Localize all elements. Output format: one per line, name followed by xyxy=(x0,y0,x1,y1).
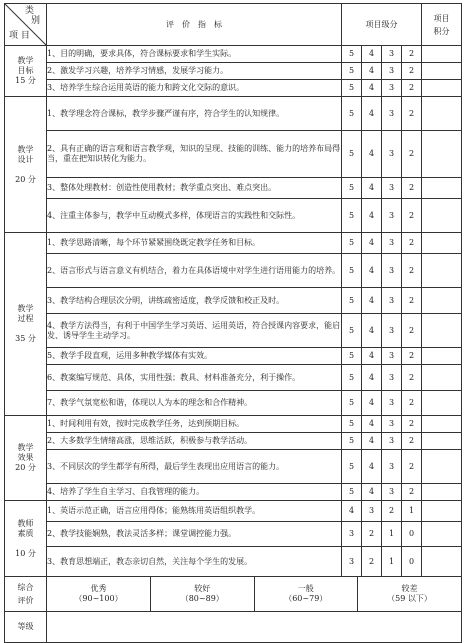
section-category-line: 教学 xyxy=(17,443,34,452)
header-category-label xyxy=(25,6,40,26)
item-score-cell[interactable] xyxy=(422,433,462,450)
score-option[interactable]: 3 xyxy=(382,450,402,484)
section-category-line xyxy=(5,324,46,334)
score-option[interactable]: 2 xyxy=(402,348,422,365)
criteria-row xyxy=(5,233,462,254)
criteria-text: 1、英语示范正确，语言应用得体；能熟练用英语组织教学。 xyxy=(47,501,342,522)
grade-range: （90~100） xyxy=(74,594,123,603)
section-category-cell xyxy=(5,501,47,577)
score-option[interactable]: 3 xyxy=(382,46,402,63)
score-option[interactable]: 4 xyxy=(342,501,362,522)
grade-name: 一般 xyxy=(297,584,314,593)
summary-label-line: 综合 xyxy=(17,583,34,592)
score-option[interactable]: 3 xyxy=(342,547,362,577)
score-option[interactable]: 2 xyxy=(402,433,422,450)
item-score-cell[interactable] xyxy=(422,254,462,288)
grade-option[interactable] xyxy=(151,577,255,611)
section-category-line: 过程 xyxy=(17,314,34,323)
score-option[interactable]: 2 xyxy=(402,314,422,348)
score-option[interactable]: 3 xyxy=(382,365,402,391)
score-option[interactable]: 4 xyxy=(362,97,382,131)
criteria-row xyxy=(5,80,462,97)
item-score-cell[interactable] xyxy=(422,199,462,233)
section-category-cell xyxy=(5,233,47,416)
criteria-text: 2、教学技能娴熟，教法灵活多样；课堂调控能力强。 xyxy=(47,522,342,547)
criteria-text: 4、注重主体参与，教学中互动模式多样，体现语言的实践性和交际性。 xyxy=(47,199,342,233)
score-option[interactable]: 1 xyxy=(382,547,402,577)
score-option[interactable]: 2 xyxy=(362,547,382,577)
criteria-row xyxy=(5,97,462,131)
grade-name: 较好 xyxy=(194,584,211,593)
criteria-text: 6、教案编写规范、具体，实用性强；教具、材料准备充分，利于操作。 xyxy=(47,365,342,391)
item-score-cell[interactable] xyxy=(422,80,462,97)
score-option[interactable]: 0 xyxy=(402,547,422,577)
score-option[interactable]: 3 xyxy=(382,416,402,433)
score-option[interactable]: 4 xyxy=(362,314,382,348)
criteria-row xyxy=(5,199,462,233)
section-category-line: 10 分 xyxy=(15,548,36,558)
score-option[interactable]: 4 xyxy=(362,46,382,63)
item-score-cell[interactable] xyxy=(422,288,462,314)
score-option[interactable]: 4 xyxy=(362,233,382,254)
score-option[interactable]: 3 xyxy=(382,288,402,314)
score-option[interactable]: 4 xyxy=(362,391,382,416)
grade-scale xyxy=(47,577,462,612)
score-option[interactable]: 4 xyxy=(362,80,382,97)
criteria-text: 5、教学手段直观，运用多种教学媒体有实效。 xyxy=(47,348,342,365)
score-option[interactable]: 4 xyxy=(362,178,382,199)
score-option[interactable]: 5 xyxy=(342,80,362,97)
criteria-header: 评 价 指 标 xyxy=(47,4,342,46)
criteria-text: 4、教学方法得当，有利于中国学生学习英语、运用英语，符合授课内容要求，能启发、诱导学生主动学习。 xyxy=(47,314,342,348)
item-score-cell[interactable] xyxy=(422,416,462,433)
section-category-line: 20 分 xyxy=(15,463,36,472)
evaluation-table xyxy=(4,3,462,643)
score-option[interactable]: 5 xyxy=(342,178,362,199)
item-score-cell[interactable] xyxy=(422,484,462,501)
criteria-text: 4、培养了学生自主学习、自我管理的能力。 xyxy=(47,484,342,501)
score-option[interactable]: 5 xyxy=(342,63,362,80)
score-option[interactable]: 2 xyxy=(402,178,422,199)
criteria-text: 3、不同层次的学生都学有所得，最后学生表现出应用语言的能力。 xyxy=(47,450,342,484)
criteria-row xyxy=(5,288,462,314)
score-option[interactable]: 2 xyxy=(402,233,422,254)
criteria-row xyxy=(5,314,462,348)
grade-range: （80~89） xyxy=(180,594,224,603)
score-option[interactable]: 5 xyxy=(342,365,362,391)
grade-name: 优秀 xyxy=(90,584,107,593)
score-option[interactable]: 3 xyxy=(382,484,402,501)
criteria-row xyxy=(5,254,462,288)
score-option[interactable]: 3 xyxy=(382,131,402,178)
grade-option[interactable] xyxy=(254,577,358,611)
item-score-cell[interactable] xyxy=(422,450,462,484)
section-category-cell xyxy=(5,46,47,97)
criteria-text: 1、时间利用有效，按时完成教学任务，达到预期目标。 xyxy=(47,416,342,433)
score-option[interactable]: 5 xyxy=(342,233,362,254)
score-option[interactable]: 4 xyxy=(362,365,382,391)
score-option[interactable]: 4 xyxy=(362,63,382,80)
score-option[interactable]: 5 xyxy=(342,348,362,365)
criteria-row xyxy=(5,348,462,365)
score-option[interactable]: 2 xyxy=(402,97,422,131)
item-score-cell[interactable] xyxy=(422,46,462,63)
item-score-cell[interactable] xyxy=(422,233,462,254)
summary-label-line: 评价 xyxy=(17,596,34,605)
criteria-text: 2、语言形式与语言意义有机结合，着力在具体语境中对学生进行语用能力的培养。 xyxy=(47,254,342,288)
criteria-text: 7、教学气氛宽松和谐，体现以人为本的理念和合作精神。 xyxy=(47,391,342,416)
section-category-line: 15 分 xyxy=(15,76,36,85)
criteria-row xyxy=(5,522,462,547)
score-option[interactable]: 5 xyxy=(342,416,362,433)
section-category-line: 教学 xyxy=(17,304,34,313)
criteria-text: 3、培养学生综合运用英语的能力和跨文化交际的意识。 xyxy=(47,80,342,97)
criteria-row xyxy=(5,416,462,433)
category-item-header xyxy=(5,4,47,46)
score-option[interactable]: 2 xyxy=(402,365,422,391)
score-option[interactable]: 3 xyxy=(382,80,402,97)
section-category-line: 35 分 xyxy=(15,334,36,343)
item-score-cell[interactable] xyxy=(422,348,462,365)
grade-range: （60~79） xyxy=(284,594,328,603)
item-score-cell[interactable] xyxy=(422,314,462,348)
score-option[interactable]: 5 xyxy=(342,288,362,314)
score-option[interactable]: 4 xyxy=(362,416,382,433)
section-category-line: 目标 xyxy=(17,66,34,75)
score-option[interactable]: 1 xyxy=(402,501,422,522)
section-category-line xyxy=(5,539,46,549)
criteria-text: 2、激发学习兴趣，培养学习情感，发展学习能力。 xyxy=(47,63,342,80)
score-option[interactable]: 5 xyxy=(342,433,362,450)
grade-option[interactable] xyxy=(358,577,462,611)
item-score-cell[interactable] xyxy=(422,97,462,131)
score-option[interactable]: 3 xyxy=(382,314,402,348)
score-option[interactable]: 2 xyxy=(402,63,422,80)
score-option[interactable]: 3 xyxy=(382,63,402,80)
score-option[interactable]: 5 xyxy=(342,314,362,348)
item-score-cell[interactable] xyxy=(422,547,462,577)
section-category-line: 效果 xyxy=(17,453,34,462)
criteria-row xyxy=(5,484,462,501)
item-score-cell[interactable] xyxy=(422,365,462,391)
criteria-text: 2、大多数学生情绪高涨，思维活跃，积极参与教学活动。 xyxy=(47,433,342,450)
section-category-line xyxy=(5,165,46,175)
criteria-row xyxy=(5,46,462,63)
score-option[interactable]: 4 xyxy=(362,433,382,450)
score-option[interactable]: 3 xyxy=(382,348,402,365)
criteria-row xyxy=(5,365,462,391)
score-option[interactable]: 4 xyxy=(362,484,382,501)
item-score-cell[interactable] xyxy=(422,522,462,547)
score-option[interactable]: 3 xyxy=(382,199,402,233)
section-category-line: 设计 xyxy=(17,154,34,164)
score-option[interactable]: 5 xyxy=(342,97,362,131)
score-option[interactable]: 4 xyxy=(362,199,382,233)
header-category-mid: 别 xyxy=(30,16,40,26)
level-score-header: 项目级分 xyxy=(342,4,422,46)
score-option[interactable]: 3 xyxy=(382,97,402,131)
criteria-text: 1、教学思路清晰，每个环节紧紧围绕既定教学任务和目标。 xyxy=(47,233,342,254)
criteria-row xyxy=(5,450,462,484)
section-category-cell xyxy=(5,97,47,233)
section-category-line: 20 分 xyxy=(15,174,36,184)
criteria-row xyxy=(5,178,462,199)
summary-row xyxy=(5,577,462,612)
level-row xyxy=(5,612,462,643)
score-option[interactable]: 2 xyxy=(402,416,422,433)
score-option[interactable]: 5 xyxy=(342,254,362,288)
score-option[interactable]: 5 xyxy=(342,450,362,484)
item-score-header-l2: 积分 xyxy=(433,26,450,36)
criteria-text: 3、整体处理教材：创造性使用教材；教学重点突出、难点突出。 xyxy=(47,178,342,199)
score-option[interactable]: 0 xyxy=(402,522,422,547)
evaluation-form xyxy=(4,3,461,631)
score-option[interactable]: 5 xyxy=(342,484,362,501)
score-option[interactable]: 2 xyxy=(402,199,422,233)
criteria-row xyxy=(5,131,462,178)
item-score-cell[interactable] xyxy=(422,178,462,199)
score-option[interactable]: 4 xyxy=(362,348,382,365)
score-option[interactable]: 4 xyxy=(362,254,382,288)
summary-label xyxy=(5,577,47,612)
item-score-header-l1: 项目 xyxy=(433,13,450,23)
score-option[interactable]: 2 xyxy=(402,80,422,97)
score-option[interactable]: 2 xyxy=(362,522,382,547)
grade-range: （59 以下） xyxy=(387,594,432,603)
score-option[interactable]: 4 xyxy=(362,450,382,484)
criteria-row xyxy=(5,547,462,577)
score-option[interactable]: 2 xyxy=(402,450,422,484)
score-option[interactable]: 4 xyxy=(362,131,382,178)
criteria-row xyxy=(5,501,462,522)
score-option[interactable]: 5 xyxy=(342,199,362,233)
score-option[interactable]: 1 xyxy=(382,522,402,547)
section-category-line: 教学 xyxy=(17,144,34,154)
section-category-cell xyxy=(5,416,47,501)
criteria-row xyxy=(5,63,462,80)
section-category-line: 教师 xyxy=(17,518,34,528)
score-option[interactable]: 2 xyxy=(402,484,422,501)
item-score-cell[interactable] xyxy=(422,63,462,80)
score-option[interactable]: 3 xyxy=(382,391,402,416)
criteria-row xyxy=(5,391,462,416)
item-score-cell[interactable] xyxy=(422,131,462,178)
score-option[interactable]: 3 xyxy=(382,178,402,199)
criteria-text: 3、教育思想端正，教态亲切自然，关注每个学生的发展。 xyxy=(47,547,342,577)
score-option[interactable]: 3 xyxy=(382,433,402,450)
level-value-cell[interactable] xyxy=(47,612,462,643)
level-label: 等级 xyxy=(5,612,47,643)
score-option[interactable]: 2 xyxy=(402,254,422,288)
criteria-text: 1、目的明确，要求具体，符合课标要求和学生实际。 xyxy=(47,46,342,63)
score-option[interactable]: 5 xyxy=(342,131,362,178)
score-option[interactable]: 2 xyxy=(382,501,402,522)
header-category-top: 类 xyxy=(24,6,34,16)
score-option[interactable]: 2 xyxy=(402,131,422,178)
score-option[interactable]: 3 xyxy=(342,522,362,547)
score-option[interactable]: 5 xyxy=(342,391,362,416)
score-option[interactable]: 3 xyxy=(382,233,402,254)
grade-scale-table xyxy=(47,577,461,611)
criteria-text: 1、教学理念符合课标，教学步骤严谨有序，符合学生的认知规律。 xyxy=(47,97,342,131)
header-row xyxy=(5,4,462,46)
item-score-cell[interactable] xyxy=(422,391,462,416)
criteria-text: 2、具有正确的语言观和语言教学观，知识的呈现、技能的训练、能力的培养布局得当，重在把知识转化为能力。 xyxy=(47,131,342,178)
section-category-line: 教学 xyxy=(17,56,34,65)
item-score-cell[interactable] xyxy=(422,501,462,522)
score-option[interactable]: 2 xyxy=(402,288,422,314)
criteria-row xyxy=(5,433,462,450)
criteria-text: 3、教学结构合理层次分明，讲练疏密适度，教学反馈和校正及时。 xyxy=(47,288,342,314)
grade-name: 较差 xyxy=(401,584,418,593)
item-score-header xyxy=(422,4,462,46)
grade-option[interactable] xyxy=(47,577,151,611)
score-option[interactable]: 2 xyxy=(402,46,422,63)
score-option[interactable]: 5 xyxy=(342,46,362,63)
score-option[interactable]: 3 xyxy=(382,254,402,288)
score-option[interactable]: 4 xyxy=(362,288,382,314)
score-option[interactable]: 2 xyxy=(402,391,422,416)
header-item-label: 项 目 xyxy=(9,31,30,41)
section-category-line: 素质 xyxy=(17,528,34,538)
score-option[interactable]: 3 xyxy=(362,501,382,522)
